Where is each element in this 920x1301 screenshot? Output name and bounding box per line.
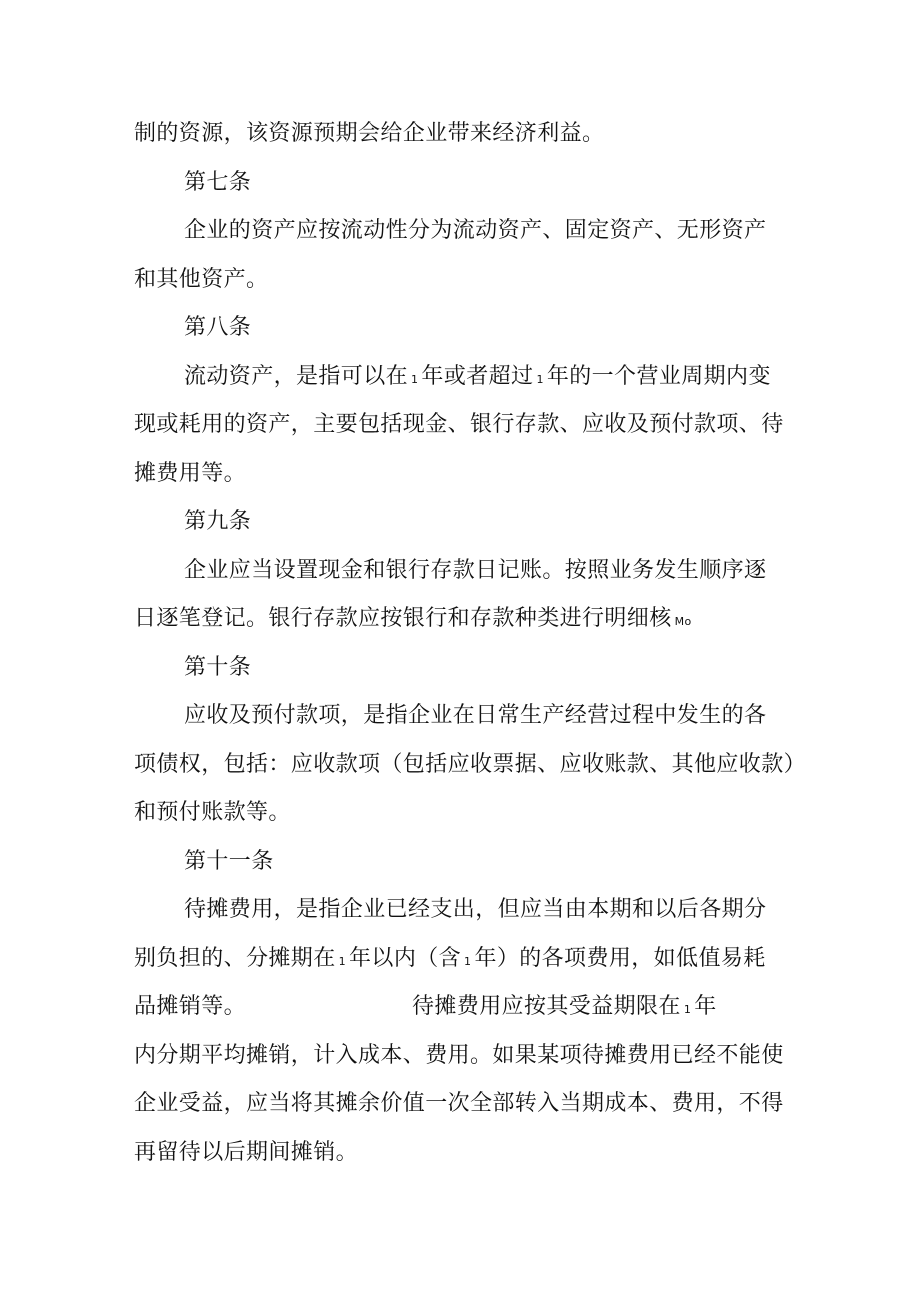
- text-line: [134, 1089, 784, 1119]
- text-segment: 年: [694, 994, 717, 1019]
- text-line: [412, 992, 717, 1022]
- text-segment: 和其他资产。: [134, 267, 269, 292]
- text-segment: 和预付账款等。: [134, 800, 291, 825]
- small-number: 1: [683, 1003, 692, 1016]
- text-segment: 待摊费用应按其受益期限在: [412, 994, 681, 1019]
- text-line: [134, 604, 695, 634]
- article-heading: [184, 507, 251, 537]
- article-heading: [184, 313, 251, 343]
- article-heading-text: 第十条: [184, 655, 252, 680]
- text-segment: 年或者超过: [421, 364, 534, 389]
- text-line: [184, 362, 771, 392]
- article-heading-text: 第八条: [184, 315, 252, 340]
- small-number: 1: [338, 955, 347, 968]
- text-line: [134, 265, 268, 295]
- text-segment: 再留待以后期间摊销。: [134, 1140, 359, 1165]
- text-line: [134, 798, 291, 828]
- small-text: Mo: [674, 615, 692, 628]
- article-heading: [184, 653, 251, 683]
- text-segment: 流动资产，是指可以在: [184, 364, 409, 389]
- small-number: 1: [411, 373, 419, 386]
- text-segment: 企业应当设置现金和银行存款日记账。按照业务发生顺序逐: [184, 558, 767, 583]
- article-heading-text: 第九条: [184, 509, 252, 534]
- text-segment: 年以内（含: [349, 946, 462, 971]
- text-line: [184, 701, 766, 731]
- text-segment: 日逐笔登记。银行存款应按银行和存款种类进行明细核: [134, 606, 672, 631]
- text-segment: 内分期平均摊销，计入成本、费用。如果某项待摊费用已经不能使: [134, 1043, 784, 1068]
- text-line: [184, 216, 766, 246]
- text-segment: 品摊销等。: [134, 994, 247, 1019]
- text-line: [134, 750, 806, 780]
- article-heading: [184, 847, 274, 877]
- article-heading: [184, 168, 251, 198]
- article-heading-text: 第十一条: [184, 849, 274, 874]
- text-line: [134, 1138, 358, 1168]
- text-segment: 企业的资产应按流动性分为流动资产、固定资产、无形资产: [184, 218, 767, 243]
- text-segment: 现或耗用的资产，主要包括现金、银行存款、应收及预付款项、待: [134, 412, 784, 437]
- text-line: [184, 556, 766, 586]
- text-segment: 年的一个营业周期内变: [546, 364, 771, 389]
- text-line: [184, 895, 766, 925]
- small-number: 1: [464, 955, 472, 968]
- text-line: [134, 1041, 784, 1071]
- small-number: 1: [536, 373, 544, 386]
- text-segment: 待摊费用，是指企业已经支出，但应当由本期和以后各期分: [184, 897, 767, 922]
- text-segment: 企业受益，应当将其摊余价值一次全部转入当期成本、费用，不得: [134, 1091, 784, 1116]
- text-line: [134, 410, 784, 440]
- text-line: [134, 459, 246, 489]
- text-segment: 摊费用等。: [134, 461, 247, 486]
- text-segment: 制的资源，该资源预期会给企业带来经济利益。: [134, 121, 605, 146]
- text-segment: 应收及预付款项，是指企业在日常生产经营过程中发生的各: [184, 703, 767, 728]
- article-heading-text: 第七条: [184, 170, 252, 195]
- text-segment: 年）的各项费用，如低值易耗: [474, 946, 766, 971]
- text-segment: 项债权，包括：应收款项（包括应收票据、应收账款、其他应收款）: [134, 752, 807, 777]
- text-line: [134, 944, 766, 974]
- text-line: [134, 992, 246, 1022]
- text-segment: 别负担的、分摊期在: [134, 946, 336, 971]
- text-line: [134, 119, 604, 149]
